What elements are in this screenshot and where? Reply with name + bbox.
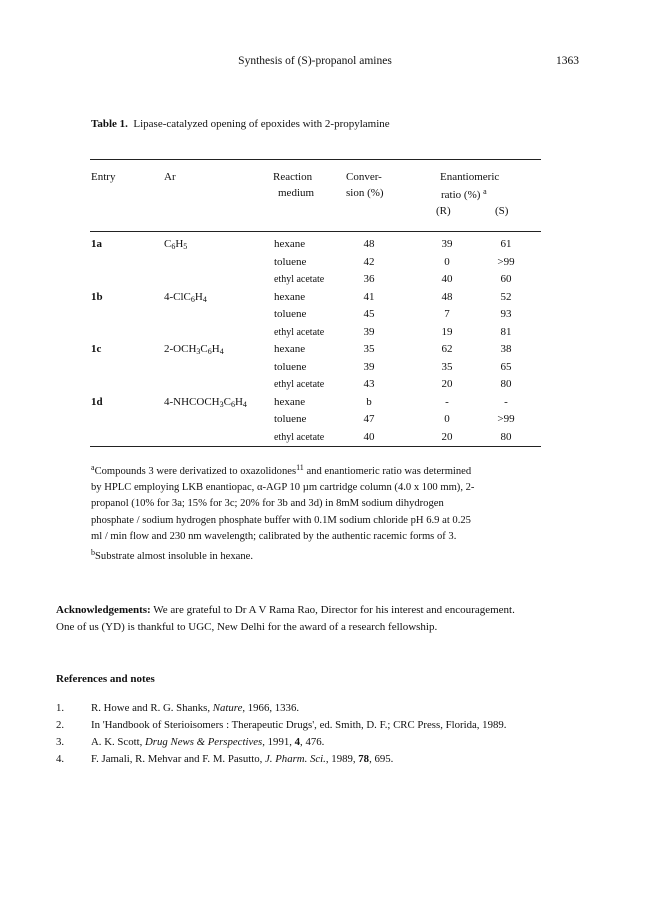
cell-s: - xyxy=(504,395,508,408)
cell-ar: $C_6H_5$ xyxy=(164,238,188,251)
cell-medium: hexane xyxy=(274,290,306,303)
cell-r: 48 xyxy=(441,290,453,303)
cell-r: 0 xyxy=(444,255,450,268)
cell-r: 35 xyxy=(441,360,453,373)
col-header-entry: Entry xyxy=(91,171,116,183)
cell-conversion: 35 xyxy=(363,343,375,355)
cell-medium: ethyl acetate xyxy=(274,326,325,338)
table-caption xyxy=(91,118,390,130)
cell-r: 40 xyxy=(441,273,453,285)
cell-s: 81 xyxy=(500,325,512,338)
col-header-s: (S) xyxy=(495,205,509,217)
running-title: Synthesis of (S)-propanol amines xyxy=(238,55,392,67)
cell-s: 38 xyxy=(500,343,512,355)
cell-r: 0 xyxy=(444,413,450,425)
acknowledgements-label: Acknowledgements: xyxy=(56,604,151,616)
col-header-r: (R) xyxy=(436,205,451,217)
cell-ar: $4-NHCOCH_3C_6H_4$ xyxy=(164,395,247,409)
references-heading: References and notes xyxy=(56,673,155,685)
cell-medium: ethyl acetate xyxy=(274,274,325,285)
col-header-er-1: Enantiomeric xyxy=(440,171,500,183)
cell-medium: hexane xyxy=(274,395,306,408)
cell-entry: 1a xyxy=(91,238,102,250)
cell-conversion: b xyxy=(366,395,372,408)
reference-number: 3. xyxy=(56,736,65,748)
cell-ar: $4-ClC_6H_4$ xyxy=(164,290,207,304)
cell-medium: ethyl acetate xyxy=(274,379,325,390)
reference-text: R. Howe and R. G. Shanks, Nature, 1966, 1336. xyxy=(91,702,300,714)
cell-s: 80 xyxy=(500,378,512,390)
cell-s: 52 xyxy=(500,290,512,303)
footnote-a-marker: a xyxy=(91,463,95,472)
cell-r: 7 xyxy=(444,308,450,320)
cell-medium: toluene xyxy=(274,413,307,425)
cell-medium: toluene xyxy=(274,360,307,373)
cell-medium: toluene xyxy=(274,308,307,320)
reference-number: 4. xyxy=(56,753,65,765)
table-header-rule xyxy=(90,231,541,232)
reference-number: 1. xyxy=(56,702,65,714)
col-header-er-2: ratio (%) $^a$ xyxy=(441,187,487,201)
acknowledgements: Acknowledgements: We are grateful to Dr A V Rama Rao, Director for his interest and encouragement. One of us (YD) is thankful to UGC, New Delhi for the award of a research fellowship. xyxy=(56,604,515,633)
cell-entry: 1c xyxy=(91,343,102,355)
cell-s: 60 xyxy=(500,273,512,285)
reference-number: 2. xyxy=(56,719,65,731)
cell-s: 61 xyxy=(500,238,512,250)
footnote-a: $^a$Compounds 3 were derivatized to oxazolidones$^{11}$ and enantiomeric ratio was determined by HPLC employing LKB enantiopac, α-AGP 10 µm cartridge column (4.0 x 100 mm), 2- propanol (10% for 3a; 15% for 3c; 20% for 3b and 3d) in 8mM sodium dihydrogen phosphate / sodium hydrogen phosphate buffer with 0.1M sodium chloride pH 6.9 at 0.25 ml / min flow and 230 nm wavelength; calibrated by the authentic racemic forms of 3. $^b$Substrate almost insoluble in hexane. xyxy=(91,463,475,563)
col-header-medium-1: Reaction xyxy=(273,171,313,183)
reference-text: F. Jamali, R. Mehvar and F. M. Pasutto, J. Pharm. Sci., 1989, 78, 695. xyxy=(91,753,394,765)
col-header-conv-1: Conver- xyxy=(346,171,382,183)
cell-s: 93 xyxy=(500,308,512,320)
cell-medium: hexane xyxy=(274,238,306,250)
cell-conversion: 40 xyxy=(363,430,375,443)
table-bottom-rule xyxy=(90,446,541,447)
reference-text: In 'Handbook of Sterioisomers : Therapeutic Drugs', ed. Smith, D. F.; CRC Press, Florida, 1989. xyxy=(91,719,507,731)
cell-s: >99 xyxy=(497,255,515,268)
col-header-ar: Ar xyxy=(164,171,176,183)
cell-r: 20 xyxy=(441,378,453,390)
cell-r: 20 xyxy=(441,430,453,443)
page-number: 1363 xyxy=(556,55,579,67)
cell-conversion: 39 xyxy=(363,360,375,373)
cell-r: 62 xyxy=(441,343,453,355)
cell-ar: $2-OCH_3C_6H_4$ xyxy=(164,343,224,356)
cell-entry: 1b xyxy=(91,290,103,303)
cell-conversion: 45 xyxy=(363,308,375,320)
cell-conversion: 43 xyxy=(363,378,375,390)
cell-s: 80 xyxy=(500,430,512,443)
table-caption-label: Table 1. xyxy=(91,118,128,130)
footnote-b-marker: b xyxy=(91,548,95,558)
cell-conversion: 39 xyxy=(363,325,375,338)
cell-r: 19 xyxy=(441,325,453,338)
cell-medium: toluene xyxy=(274,255,307,268)
cell-conversion: 42 xyxy=(363,255,375,268)
table-top-rule xyxy=(90,159,541,160)
cell-entry: 1d xyxy=(91,395,103,408)
cell-s: >99 xyxy=(497,413,515,425)
cell-r: 39 xyxy=(441,238,453,250)
col-header-medium-2: medium xyxy=(278,187,315,199)
cell-conversion: 41 xyxy=(363,290,375,303)
footnote-a-ref: a xyxy=(483,187,487,196)
cell-conversion: 47 xyxy=(363,413,375,425)
col-header-conv-2: sion (%) xyxy=(346,187,384,199)
table-caption-text: Lipase-catalyzed opening of epoxides with 2-propylamine xyxy=(133,118,390,130)
cell-s: 65 xyxy=(500,360,512,373)
cell-medium: hexane xyxy=(274,343,306,355)
cell-medium: ethyl acetate xyxy=(274,431,325,443)
footnote-b-text: Substrate almost insoluble in hexane. xyxy=(95,551,253,563)
cell-conversion: 48 xyxy=(363,238,375,250)
cell-conversion: 36 xyxy=(363,273,375,285)
cell-r: - xyxy=(445,395,449,408)
reference-text: A. K. Scott, Drug News & Perspectives, 1991, 4, 476. xyxy=(91,736,325,748)
